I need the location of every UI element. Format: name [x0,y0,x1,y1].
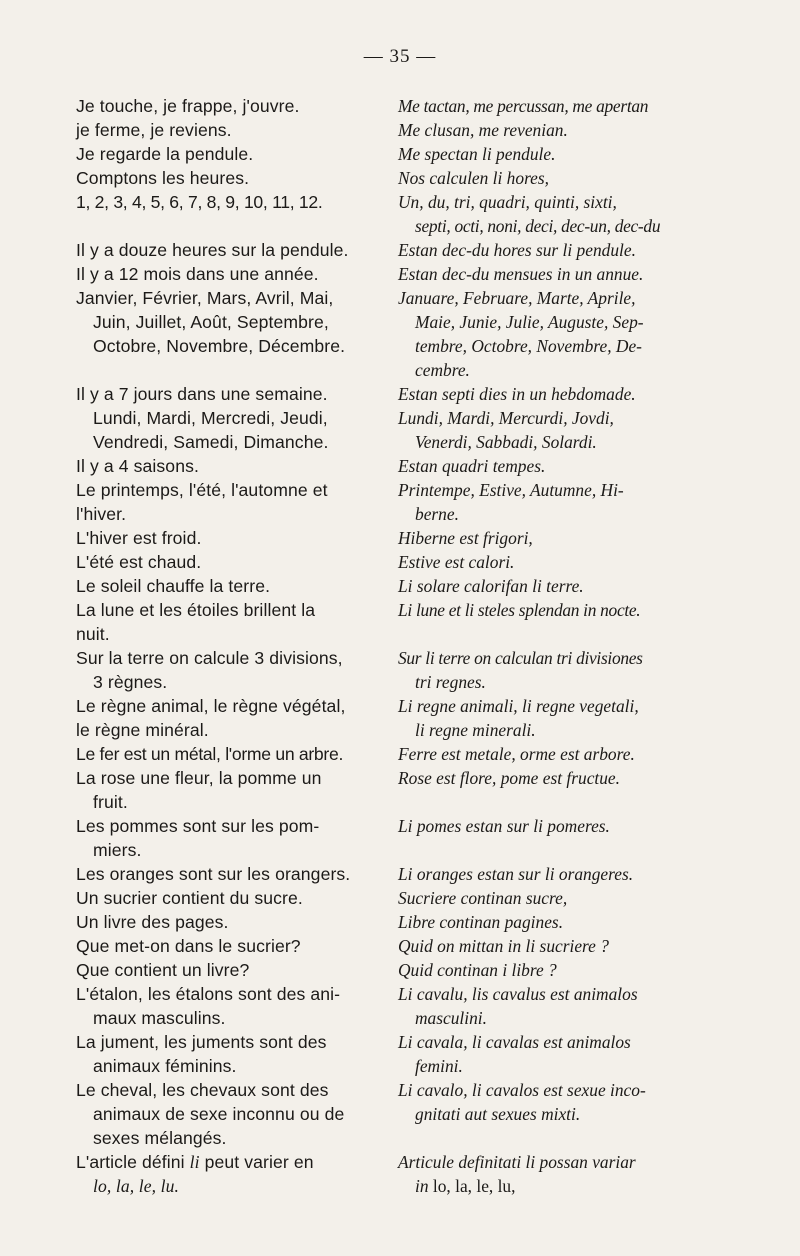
french-line: Le cheval, les chevaux sont des [76,1080,329,1100]
neo-upright-text: lo, la, le, lu, [432,1176,516,1196]
french-line: Le règne animal, le règne végétal, [76,696,346,716]
french-line: Comptons les heures. [76,168,250,188]
french-line: Un livre des pages. [76,912,229,932]
french-line: Je touche, je frappe, j'ouvre. [76,96,300,116]
french-line: Il y a 12 mois dans une année. [76,264,319,284]
french-line: lo, la, le, lu. [93,1176,180,1196]
neo-line: Li cavala, li cavalas est animalos [398,1032,631,1052]
french-line: l'hiver. [76,504,127,524]
french-italic-text: li [189,1152,200,1172]
neo-line: berne. [415,504,459,524]
french-line: Que met-on dans le sucrier? [76,936,301,956]
french-line: maux masculins. [93,1008,226,1028]
neo-line: Me spectan li pendule. [398,144,556,164]
neo-line: Hiberne est frigori, [398,528,533,548]
french-line: le règne minéral. [76,720,209,740]
neo-line: Estan septi dies in un hebdomade. [398,384,636,404]
french-line: L'étalon, les étalons sont des ani- [76,984,341,1004]
french-line: miers. [93,840,142,860]
french-line: 1, 2, 3, 4, 5, 6, 7, 8, 9, 10, 11, 12. [76,192,323,212]
neo-line [415,1176,515,1196]
french-line: Le fer est un métal, l'orme un arbre. [76,744,344,764]
french-line: Le soleil chauffe la terre. [76,576,271,596]
neo-line: Sur li terre on calculan tri divisiones [398,648,643,668]
neo-line: Quid continan i libre ? [398,960,557,980]
french-line: Les pommes sont sur les pom- [76,816,320,836]
french-line: Octobre, Novembre, Décembre. [93,336,346,356]
french-text: peut varier en [204,1152,314,1172]
neo-line: Ferre est metale, orme est arbore. [398,744,635,764]
french-line: Juin, Juillet, Août, Septembre, [93,312,329,332]
french-line: fruit. [93,792,128,812]
french-line: Je regarde la pendule. [76,144,254,164]
neo-line: Li regne animali, li regne vegetali, [398,696,639,716]
french-line: La jument, les juments sont des [76,1032,327,1052]
neo-line: Maie, Junie, Julie, Auguste, Sep- [415,312,644,332]
neo-line: Estan quadri tempes. [398,456,546,476]
neo-line: Estan dec-du hores sur li pendule. [398,240,636,260]
neo-text: in [415,1176,429,1196]
french-line: L'hiver est froid. [76,528,202,548]
french-line: sexes mélangés. [93,1128,227,1148]
french-line: animaux féminins. [93,1056,237,1076]
french-line: Il y a douze heures sur la pendule. [76,240,349,260]
neo-line: tembre, Octobre, Novembre, De- [415,336,642,356]
french-line: Janvier, Février, Mars, Avril, Mai, [76,288,334,308]
neo-line: Quid on mittan in li sucriere ? [398,936,609,956]
neo-line: septi, octi, noni, deci, dec-un, dec-du [415,216,661,236]
french-line: Les oranges sont sur les orangers. [76,864,351,884]
neo-line: Li solare calorifan li terre. [398,576,584,596]
neo-line: Un, du, tri, quadri, quinti, sixti, [398,192,617,212]
neo-line: Me tactan, me percussan, me apertan [398,96,649,116]
french-line: Il y a 7 jours dans une semaine. [76,384,328,404]
neo-line: Venerdi, Sabbadi, Solardi. [415,432,597,452]
french-line: Sur la terre on calcule 3 divisions, [76,648,343,668]
french-line: L'été est chaud. [76,552,202,572]
neo-text: li possan variar [525,1152,636,1172]
neo-line: gnitati aut sexues mixti. [415,1104,581,1124]
neo-line: Li cavalu, lis cavalus est animalos [398,984,638,1004]
french-line: Un sucrier contient du sucre. [76,888,303,908]
french-text: L'article défini [76,1152,185,1172]
neo-line: Januare, Februare, Marte, Aprile, [398,288,636,308]
french-line: Le printemps, l'été, l'automne et [76,480,328,500]
french-line: La rose une fleur, la pomme un [76,768,322,788]
french-line: je ferme, je reviens. [76,120,232,140]
french-line: Il y a 4 saisons. [76,456,199,476]
neo-line: Estive est calori. [398,552,515,572]
neo-line: Li pomes estan sur li pomeres. [398,816,610,836]
neo-line: Printempe, Estive, Autumne, Hi- [398,480,624,500]
neo-line: Nos calculen li hores, [398,168,550,188]
french-line: La lune et les étoiles brillent la [76,600,316,620]
neo-line: tri regnes. [415,672,486,692]
neo-text: Articule definitati [398,1152,522,1172]
french-line [76,1152,314,1172]
neo-line: masculini. [415,1008,487,1028]
neo-line: Libre continan pagines. [398,912,564,932]
neo-line: Li oranges estan sur li orangeres. [398,864,634,884]
french-line: 3 règnes. [93,672,168,692]
neo-line: Li lune et li steles splendan in nocte. [398,600,641,620]
page-number: — 35 — [363,46,437,67]
neo-line: Estan dec-du mensues in un annue. [398,264,644,284]
french-line: Vendredi, Samedi, Dimanche. [93,432,329,452]
neo-line: Li cavalo, li cavalos est sexue inco- [398,1080,646,1100]
french-line: Que contient un livre? [76,960,250,980]
neo-line: Sucriere continan sucre, [398,888,568,908]
neo-line: li regne minerali. [415,720,536,740]
neo-line: Rose est flore, pome est fructue. [398,768,621,788]
neo-line: femini. [415,1056,463,1076]
neo-line [398,1152,636,1172]
french-line: nuit. [76,624,110,644]
neo-line: Lundi, Mardi, Mercurdi, Jovdi, [398,408,614,428]
neo-line: Me clusan, me revenian. [398,120,568,140]
french-line: animaux de sexe inconnu ou de [93,1104,345,1124]
neo-line: cembre. [415,360,470,380]
french-line: Lundi, Mardi, Mercredi, Jeudi, [93,408,328,428]
